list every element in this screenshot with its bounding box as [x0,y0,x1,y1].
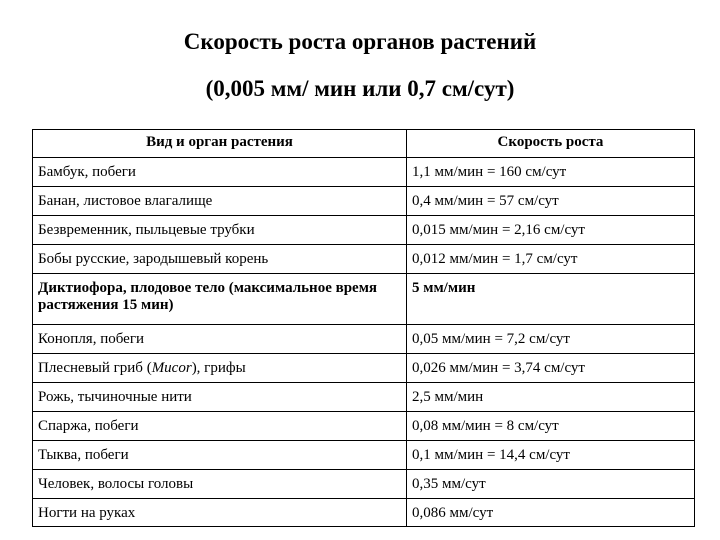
organ-cell: Тыква, побеги [33,441,407,470]
title-line-1: Скорость роста органов растений [183,29,537,54]
organ-cell: Человек, волосы головы [33,470,407,499]
organ-text: ), грифы [191,360,246,376]
table-row [33,158,695,187]
organ-cell: Безвременник, пыльцевые трубки [33,216,407,245]
table-row [33,216,695,245]
table-row [33,354,695,383]
column-header-rate: Скорость роста [407,130,695,158]
organ-cell: Банан, листовое влагалище [33,187,407,216]
rate-cell: 0,015 мм/мин = 2,16 см/сут [407,216,695,245]
organ-cell: Конопля, побеги [33,325,407,354]
rate-cell: 2,5 мм/мин [407,383,695,412]
rate-cell: 0,08 мм/мин = 8 см/сут [407,412,695,441]
table-row [33,245,695,274]
table-row [33,441,695,470]
rate-cell: 0,4 мм/мин = 57 см/сут [407,187,695,216]
rate-cell: 0,35 мм/сут [407,470,695,499]
organ-latin-name: Mucor [151,360,192,376]
rate-cell: 0,086 мм/сут [407,499,695,527]
table-header-row [33,130,695,158]
table-row [33,470,695,499]
table-row [33,499,695,527]
growth-rate-table [32,129,695,527]
organ-cell: Бамбук, побеги [33,158,407,187]
rate-cell: 0,026 мм/мин = 3,74 см/сут [407,354,695,383]
table-row [33,187,695,216]
organ-cell [33,354,407,383]
column-header-organ: Вид и орган растения [33,130,407,158]
organ-cell: Диктиофора, плодовое тело (максимальное время растяжения 15 мин) [33,274,407,325]
rate-cell: 0,05 мм/мин = 7,2 см/сут [407,325,695,354]
rate-cell: 0,012 мм/мин = 1,7 см/сут [407,245,695,274]
organ-text: Плесневый гриб ( [38,360,152,376]
rate-cell: 5 мм/мин [407,274,695,325]
organ-cell: Спаржа, побеги [33,412,407,441]
rate-cell: 1,1 мм/мин = 160 см/сут [407,158,695,187]
title-line-2: (0,005 мм/ мин или 0,7 см/сут) [205,76,515,101]
table-row [33,274,695,325]
table-row [33,325,695,354]
table-row [33,412,695,441]
organ-cell: Бобы русские, зародышевый корень [33,245,407,274]
organ-cell: Ногти на руках [33,499,407,527]
table-row [33,383,695,412]
organ-cell: Рожь, тычиночные нити [33,383,407,412]
rate-cell: 0,1 мм/мин = 14,4 см/сут [407,441,695,470]
